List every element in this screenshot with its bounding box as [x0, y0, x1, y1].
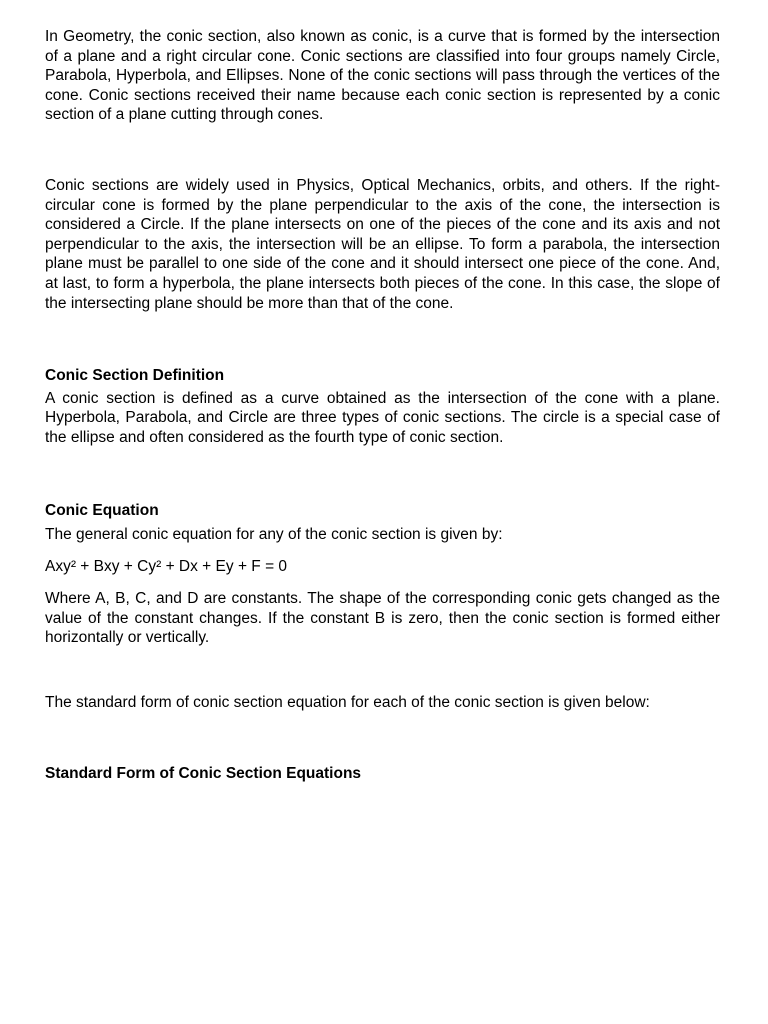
intro-paragraph: In Geometry, the conic section, also known as conic, is a curve that is formed by the intersection of a plane and a right circular cone. Conic sections are classified into four groups namely Circle, Parabola, Hyperbola, and Ellipses. None of the conic sections will pass through the vertices of the cone. Conic sections received their name because each conic section is represented by a conic section of a plane cutting through cones. — [45, 28, 720, 124]
equation-heading: Conic Equation — [45, 501, 159, 519]
definition-heading: Conic Section Definition — [45, 367, 225, 385]
document-page — [45, 27, 720, 783]
standard-form-intro: The standard form of conic section equation for each of the conic section is given below: — [45, 694, 650, 712]
general-conic-equation: Axy² + Bxy + Cy² + Dx + Ey + F = 0 — [45, 557, 288, 575]
uses-paragraph: Conic sections are widely used in Physics, Optical Mechanics, orbits, and others. If the right-circular cone is formed by the plane perpendicular to the axis of the cone, the intersection is considered a Circle. If the plane intersects on one of the pieces of the cone and its axis and not perpendicular to the axis, the intersection will be an ellipse. To form a parabola, the intersection plane must be parallel to one side of the cone and it should intersect one piece of the cone. And, at last, to form a hyperbola, the plane intersects both pieces of the cone. In this case, the slope of the intersecting plane should be more than that of the cone. — [45, 176, 720, 312]
standard-form-heading: Standard Form of Conic Section Equations — [45, 764, 362, 782]
definition-paragraph: A conic section is defined as a curve obtained as the intersection of the cone with a plane. Hyperbola, Parabola, and Circle are three types of conic sections. The circle is a special case of the ellipse and often considered as the fourth type of conic section. — [45, 389, 720, 446]
equation-explanation: Where A, B, C, and D are constants. The shape of the corresponding conic gets changed as the value of the constant changes. If the constant B is zero, then the conic section is formed either horizontally or vertically. — [45, 590, 720, 647]
equation-intro: The general conic equation for any of the conic section is given by: — [45, 526, 503, 544]
